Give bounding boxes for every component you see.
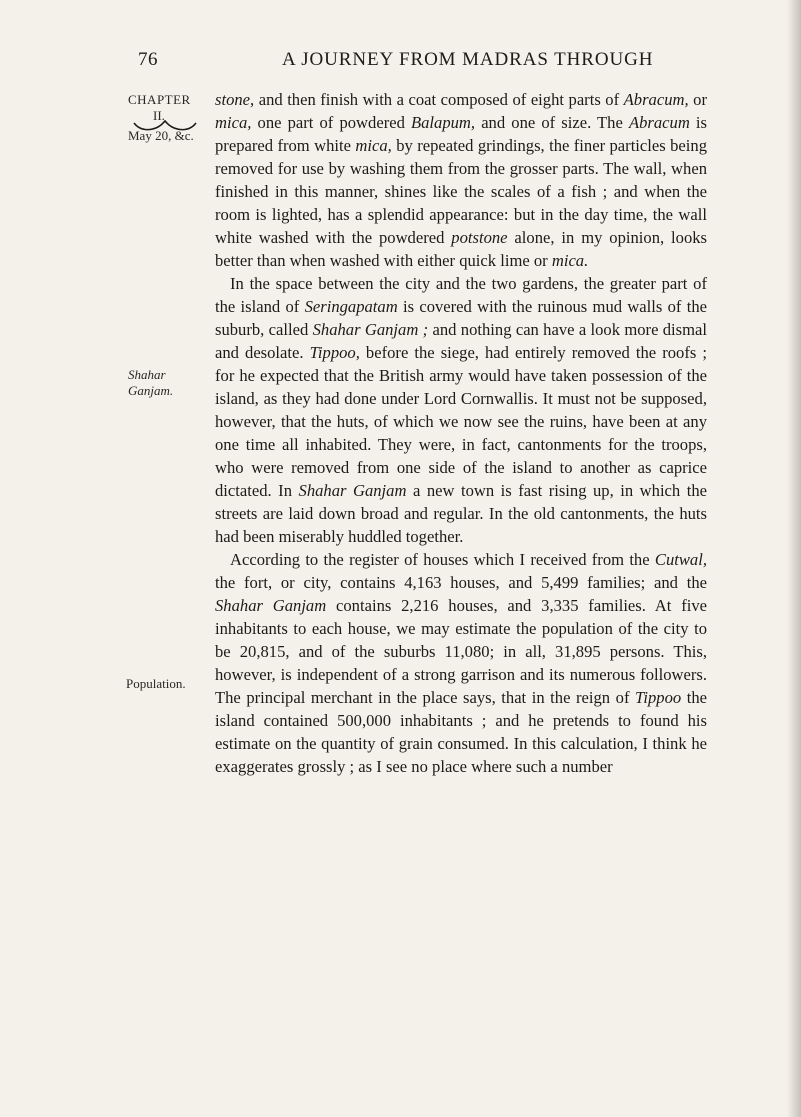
page-edge-shadow — [787, 0, 801, 1117]
italic-run: Abracum — [628, 113, 690, 132]
text-run: by repeated grindings, the finer particles being removed for use by washing them from the grosser parts. The wall, when finished in this manner, shines like the scales of a fish ; and when the room is lighted, has a splendid appearance: but in the day time, the wall white washed with the powdered — [215, 136, 707, 247]
text-run: one part of powdered — [251, 113, 411, 132]
italic-run: Shahar Ganjam ; — [312, 320, 429, 339]
italic-run: mica, — [215, 113, 252, 132]
italic-run: Seringapatam — [304, 297, 398, 316]
italic-run: Tippoo — [635, 688, 682, 707]
italic-run: mica. — [551, 251, 589, 270]
italic-run: stone, — [215, 90, 255, 109]
paragraph-2 — [215, 272, 707, 548]
body-text — [215, 88, 707, 778]
italic-run: Cutwal, — [654, 550, 707, 569]
text-run: and nothing can have a look more dismal and desolate. — [215, 320, 708, 362]
paragraph-3 — [215, 548, 707, 778]
running-head: A JOURNEY FROM MADRAS THROUGH — [282, 49, 654, 70]
italic-run: mica, — [355, 136, 392, 155]
text-run: According to the register of houses which I received from the — [230, 550, 655, 569]
text-run: is covered with the ruinous mud walls of the suburb, called — [215, 297, 708, 339]
text-run: contains 2,216 houses, and 3,335 families. At five inhabitants to each house, we may estimate the population of the city to be 20,815, and of the suburbs 11,080; in all, 31,895 persons. This, however, is independent of a strong garrison and its numerous followers. The principal merchant in the place says, that in the reign of — [215, 596, 707, 707]
page-number: 76 — [138, 49, 158, 70]
text-run: or — [688, 90, 707, 109]
margin-date: May 20, &c. — [128, 128, 194, 143]
text-run: the fort, or city, contains 4,163 houses, and 5,499 families; and the — [215, 573, 707, 592]
italic-run: Balapum, — [411, 113, 476, 132]
text-run: In the space between the city and the two gardens, the greater part of the island of — [215, 274, 707, 316]
text-run: and then finish with a coat composed of eight parts of — [254, 90, 624, 109]
text-run: before the siege, had entirely removed the roofs ; for he expected that the British army would have taken possession of the island, as they had done under Lord Cornwallis. It must not be supposed, however, that the huts, of which we now see the ruins, have been at any one time all inhabited. They were, in fact, cantonments for the troops, who were removed from one side of the island to another as caprice dictated. In — [215, 343, 708, 500]
text-run: a new town is fast rising up, in which the streets are laid down broad and regular. In the old cantonments, the huts had been miserably huddled together. — [215, 481, 708, 546]
text-run: the island contained 500,000 inhabitants ; and he pretends to found his estimate on the quantity of grain consumed. In this calculation, I think he exaggerates grossly ; as I see no place where such a number — [215, 688, 707, 776]
italic-run: Tippoo, — [309, 343, 360, 362]
text-run: alone, in my opinion, looks better than when washed with either quick lime or — [215, 228, 707, 270]
paragraph-1 — [215, 88, 707, 272]
text-run: and one of size. The — [475, 113, 629, 132]
margin-note-shahar-ganjam: Shahar Ganjam. — [128, 367, 174, 398]
text-run: is prepared from white — [215, 113, 707, 155]
italic-run: Shahar Ganjam — [298, 481, 407, 500]
margin-note-population: Population. — [126, 676, 186, 691]
italic-run: Abracum, — [623, 90, 689, 109]
chapter-number: II. — [153, 108, 165, 123]
italic-run: Shahar Ganjam — [215, 596, 327, 615]
chapter-label: CHAPTER — [128, 92, 191, 107]
italic-run: potstone — [451, 228, 508, 247]
